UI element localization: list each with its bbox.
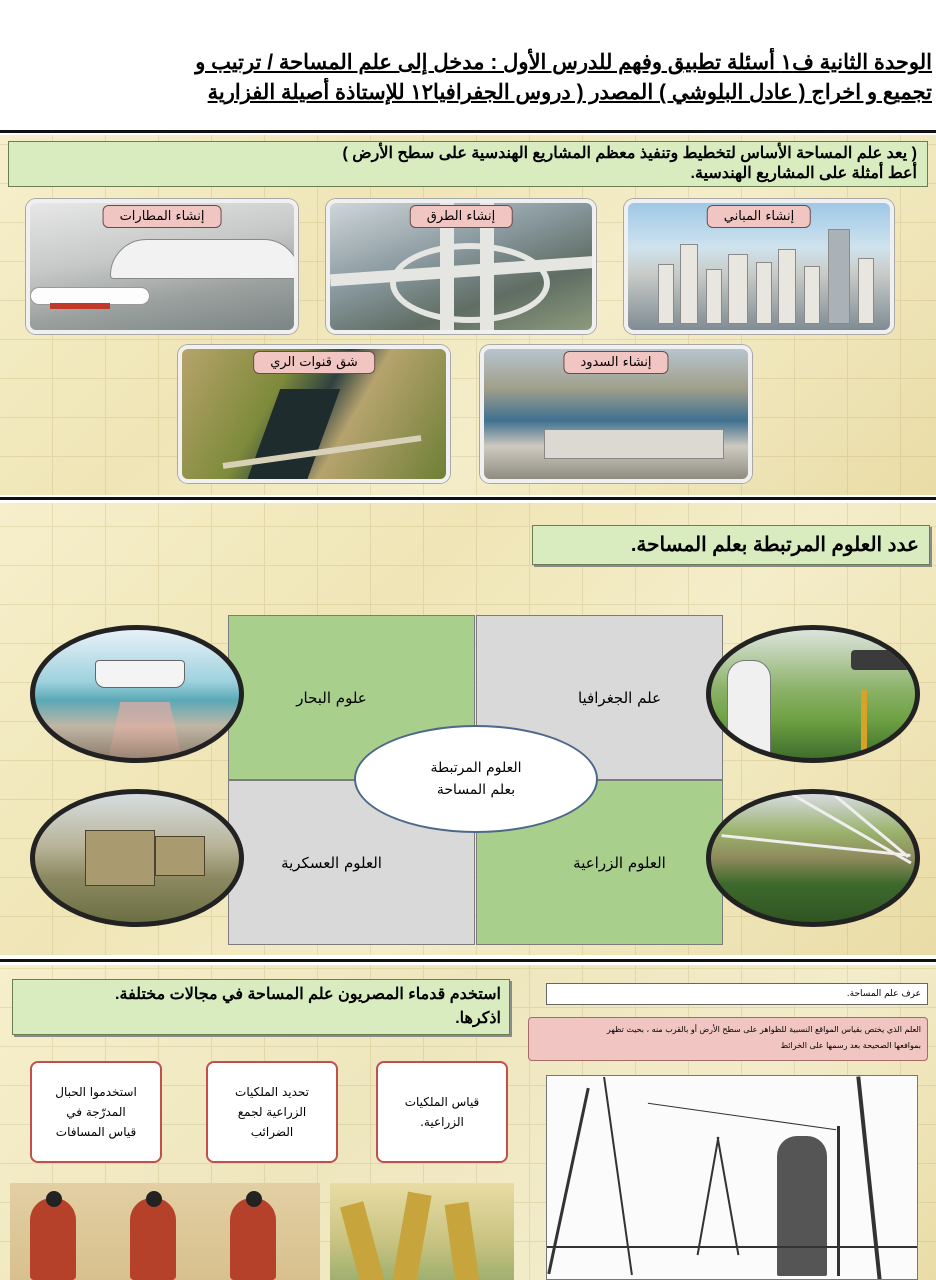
buildings-label: إنشاء المباني xyxy=(707,205,811,228)
engineering-projects-panel xyxy=(0,135,936,495)
header-line-2: تجميع و اخراج ( عادل البلوشي ) المصدر ( دروس الجفرافيا١٢ للإستاذة أصيلة الفزارية xyxy=(207,81,932,104)
scroll3-line-3: قياس المسافات xyxy=(55,1125,137,1139)
divider xyxy=(0,130,936,133)
related-sciences-panel xyxy=(0,503,936,955)
roads-label: إنشاء الطرق xyxy=(410,205,513,228)
scroll3-line-1: استخدموا الحبال xyxy=(55,1085,137,1099)
agriculture-label: العلوم الزراعية xyxy=(573,853,666,872)
dams-label: إنشاء السدود xyxy=(563,351,668,374)
scroll-ropes xyxy=(30,1061,162,1163)
military-oval-photo xyxy=(30,789,244,927)
buildings-photo xyxy=(624,199,894,334)
define-answer xyxy=(528,1017,928,1061)
scroll1-line-2: الزراعية. xyxy=(420,1115,464,1129)
scroll2-line-2: الزراعية لجمع xyxy=(237,1105,307,1119)
marine-label: علوم البحار xyxy=(296,688,367,707)
define-question: عرف علم المساحة. xyxy=(546,983,928,1005)
airports-photo xyxy=(26,199,298,334)
worksheet-header xyxy=(0,48,936,108)
center-line-2: بعلم المساحة xyxy=(436,782,516,798)
egypt-question-line-1: استخدم قدماء المصريون علم المساحة في مجالات مختلفة. xyxy=(115,986,501,1003)
airports-label: إنشاء المطارات xyxy=(103,205,222,228)
canals-photo xyxy=(178,345,450,483)
projects-question-line-2: أعط أمثلة على المشاريع الهندسية. xyxy=(690,165,917,182)
projects-question-line-1: ( يعد علم المساحة الأساس لتخطيط وتنفيذ معظم المشاريع الهندسية على سطح الأرض ) xyxy=(342,145,917,162)
egyptian-fresco-harvest xyxy=(330,1183,514,1280)
ship-oval-photo xyxy=(30,625,244,763)
egyptian-fresco-farmers xyxy=(10,1183,320,1280)
related-sciences-question: عدد العلوم المرتبطة بعلم المساحة. xyxy=(532,525,930,565)
define-answer-line-2: بموافعها الصحيحة بعد رسمها على الخرائط xyxy=(780,1041,921,1050)
canals-label: شق قنوات الري xyxy=(253,351,375,374)
center-line-1: العلوم المرتبطة xyxy=(430,760,522,776)
roads-photo xyxy=(326,199,596,334)
scroll-taxes xyxy=(206,1061,338,1163)
define-answer-line-1: العلم الذي يختص بقياس المواقع النسبية للظواهر على سطح الأرض أو بالقرب منه ، بحيث تظهر xyxy=(606,1025,921,1034)
projects-question xyxy=(8,141,928,187)
center-ellipse xyxy=(354,725,598,833)
egypt-question xyxy=(12,979,510,1035)
egypt-question-line-2: اذكرها. xyxy=(455,1010,501,1027)
surveyor-sketch-image xyxy=(546,1075,918,1280)
military-label: العلوم العسكرية xyxy=(281,853,382,872)
dams-photo xyxy=(480,345,752,483)
scroll2-line-3: الضرائب xyxy=(250,1125,294,1139)
scroll-measure-property xyxy=(376,1061,508,1163)
divider xyxy=(0,497,936,500)
surveyor-oval-photo xyxy=(706,625,920,763)
geography-label: علم الجغرافيا xyxy=(577,688,662,707)
scroll2-line-1: تحديد الملكيات xyxy=(235,1085,309,1099)
farmland-oval-photo xyxy=(706,789,920,927)
ancient-egypt-panel xyxy=(0,965,936,1280)
scroll3-line-2: المدرّجة في xyxy=(66,1105,126,1119)
header-line-1: الوحدة الثانية ف١ أسئلة تطبيق وفهم للدرس الأول : مدخل إلى علم المساحة / ترتيب و xyxy=(195,51,932,74)
scroll1-line-1: قياس الملكيات xyxy=(404,1095,480,1109)
divider xyxy=(0,959,936,962)
